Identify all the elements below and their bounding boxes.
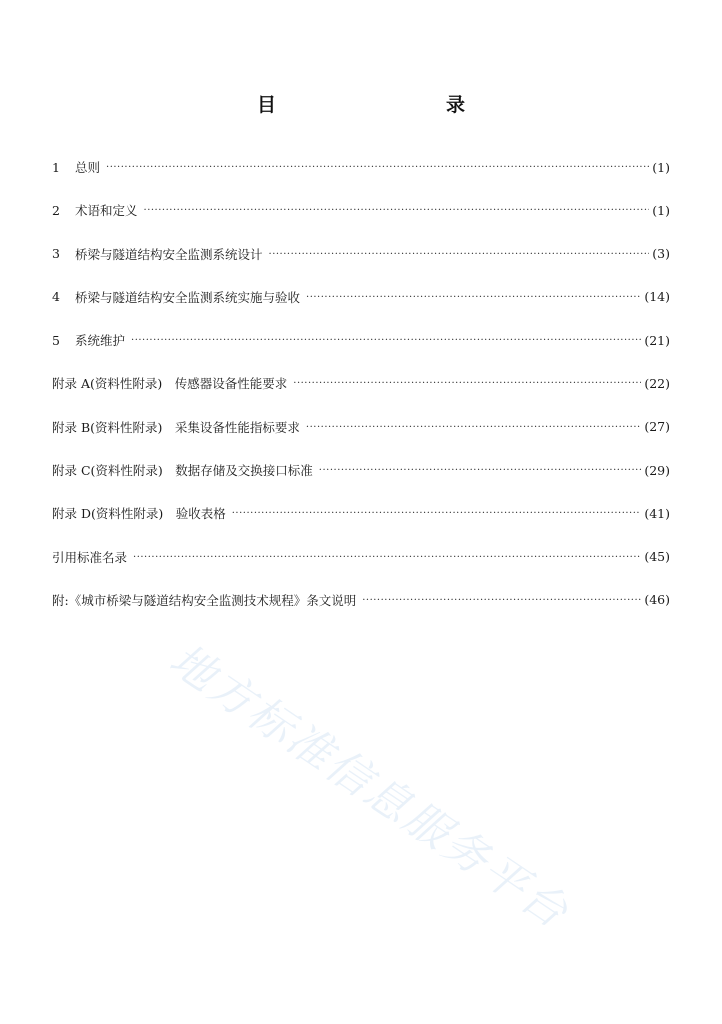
toc-entry-title: 桥梁与隧道结构安全监测系统实施与验收 (75, 289, 301, 305)
toc-leader-dots (133, 547, 641, 569)
toc-entry-page: (3) (652, 246, 670, 262)
toc-entry-page: (27) (644, 419, 670, 435)
toc-entry-title: 附录 D(资料性附录) 验收表格 (52, 506, 226, 522)
toc-entry-number: 1 (52, 159, 60, 175)
toc-entry-page: (45) (644, 549, 670, 565)
toc-leader-dots (319, 460, 642, 482)
toc-leader-dots (131, 330, 641, 352)
toc-entry-title: 引用标准名录 (52, 549, 128, 565)
toc-leader-dots (232, 503, 642, 525)
toc-leader-dots (306, 417, 641, 439)
toc-entry-page: (29) (644, 462, 670, 478)
toc-entry-number: 4 (52, 289, 60, 305)
toc-entry-title: 附录 B(资料性附录) 采集设备性能指标要求 (52, 419, 300, 435)
page-title: 目 录 (256, 94, 509, 116)
toc-entry-number: 5 (52, 332, 60, 348)
toc-leader-dots (269, 244, 650, 266)
toc-leader-dots (293, 373, 641, 395)
toc-leader-dots (362, 590, 641, 612)
watermark: 地方标准信息服务平台 (160, 634, 579, 940)
toc-leader-dots (144, 200, 650, 222)
toc-entry-page: (41) (644, 505, 670, 521)
toc-entry-title: 桥梁与隧道结构安全监测系统设计 (75, 246, 263, 262)
toc-entry[interactable] (52, 502, 670, 524)
toc-entry[interactable] (52, 243, 670, 265)
toc-leader-dots (306, 287, 641, 309)
toc-entry[interactable] (52, 372, 670, 394)
toc-entry-number: 3 (52, 246, 60, 262)
toc-entry-title: 总则 (75, 160, 101, 175)
toc-entry-title: 术语和定义 (75, 203, 138, 219)
toc-entry[interactable] (52, 546, 670, 568)
toc-entry[interactable] (52, 156, 670, 178)
table-of-contents (52, 156, 670, 632)
toc-entry[interactable] (52, 459, 670, 481)
toc-entry-number: 2 (52, 202, 60, 218)
toc-entry-title: 附录 C(资料性附录) 数据存储及交换接口标准 (52, 463, 313, 479)
toc-entry[interactable] (52, 286, 670, 308)
toc-entry-page: (1) (652, 202, 670, 218)
toc-entry-title: 系统维护 (75, 333, 126, 349)
toc-entry-title: 附录 A(资料性附录) 传感器设备性能要求 (52, 376, 288, 392)
toc-entry[interactable] (52, 589, 670, 611)
toc-entry[interactable] (52, 329, 670, 351)
toc-entry-page: (46) (644, 592, 670, 608)
toc-entry-page: (1) (652, 159, 670, 175)
toc-entry-page: (14) (644, 289, 670, 305)
toc-entry-page: (22) (644, 375, 670, 391)
toc-entry-page: (21) (644, 332, 670, 348)
toc-entry[interactable] (52, 416, 670, 438)
toc-entry-title: 附:《城市桥梁与隧道结构安全监测技术规程》条文说明 (52, 592, 357, 608)
toc-entry[interactable] (52, 199, 670, 221)
toc-leader-dots (106, 157, 649, 179)
